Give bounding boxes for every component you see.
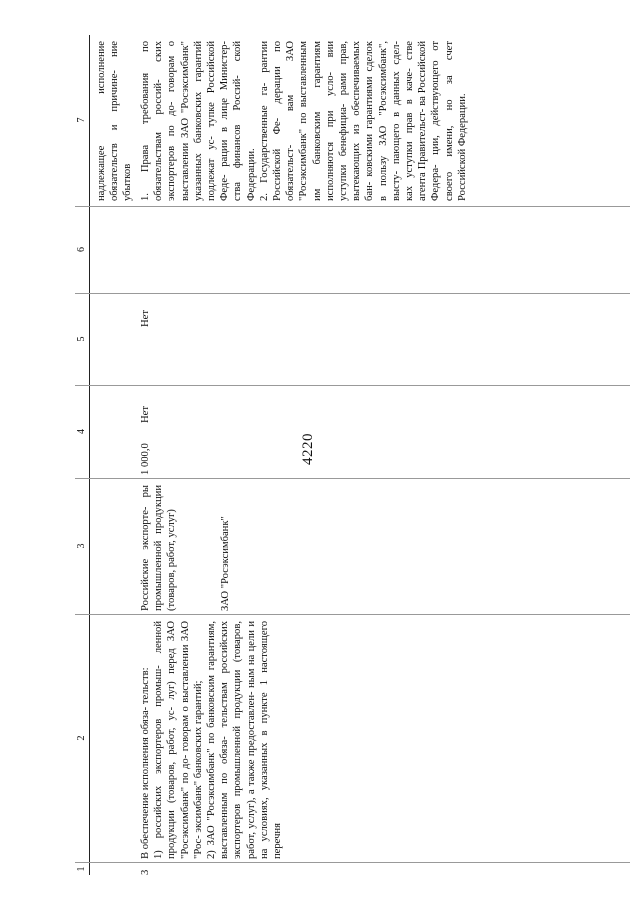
continuation-cell xyxy=(95,41,135,201)
column-divider xyxy=(75,206,630,207)
obligation-description-cell xyxy=(139,621,284,859)
principal-cell xyxy=(139,485,232,611)
column-divider xyxy=(75,614,630,615)
conditions-cell xyxy=(139,41,469,201)
header-col-7: 7 xyxy=(75,34,89,207)
continuation-text: надлежащее исполнение обязательств и причине- ние убытков xyxy=(96,41,134,201)
condition-2: 2. Государственные га- рантии Российской Фе- дерации по обязательст- вам ЗАО "Росэксимбанк" по выставленным им банковским гарантиям исполняются при усло- вии уступки бенефициа- рами прав, вытекающих из обеспечиваемых бан- ковскими гарантиями сделок в пользу ЗАО "Росэксимбанк", высту- пающего в данных сдел- ках уступки прав в каче- стве агента Правительст- ва Российской Федера- ции, действующего от своего имени, но за счет Российской Федерации. xyxy=(258,41,468,201)
table-header-row xyxy=(75,35,90,875)
obligation-item-1: 1) российских экспортеров промыш- ленной продукции (товаров, работ, ус- луг) перед ЗАО "Росэксимбанк" по до- говорам о выставлении ЗАО "Рос- эксимбанк" банковских гарантий; xyxy=(153,621,204,859)
header-col-2: 2 xyxy=(75,614,89,863)
guarantee-table xyxy=(75,35,630,875)
column-divider xyxy=(75,478,630,479)
spacer xyxy=(179,485,219,611)
obligation-item-2: 2) ЗАО "Росэксимбанк" по банковским гарантиям, выставленным по обяза- тельствам российских экспортеров промышленной продукции (товаров, работ, услуг), а также предоставлен- ным на цели и на условиях, указанных в пункте 1 настоящего перечня xyxy=(206,621,284,859)
obligation-intro: В обеспечение исполнения обяза- тельств: xyxy=(140,667,151,859)
condition-1: 1. Права требования по обязательствам россий- ских экспортеров по до- говорам о выставлении ЗАО "Росэксимбанк" указанных банковских гарантий подлежат ус- тупке Российской Феде- рации в лице Министер- ства финансов Россий- ской Федерации. xyxy=(140,41,257,201)
header-col-1: 1 xyxy=(76,866,87,872)
column-divider xyxy=(75,862,630,863)
column-divider xyxy=(75,385,630,386)
header-col-6: 6 xyxy=(75,206,89,294)
page-number: 4220 xyxy=(300,433,316,465)
header-col-5: 5 xyxy=(75,293,89,386)
column-divider xyxy=(75,293,630,294)
col6-value: Нет xyxy=(140,310,151,327)
col5-value: Нет xyxy=(140,406,151,423)
principal-bank: ЗАО "Росэксимбанк" xyxy=(219,516,231,611)
header-col-4: 4 xyxy=(75,385,89,479)
guarantee-amount: 1 000,0 xyxy=(140,443,151,475)
principal-exporters: Российские экспорте- ры промышленной продукции (товаров, работ, услуг) xyxy=(140,485,178,611)
header-col-3: 3 xyxy=(75,478,89,615)
row-number: 3 xyxy=(140,869,151,875)
